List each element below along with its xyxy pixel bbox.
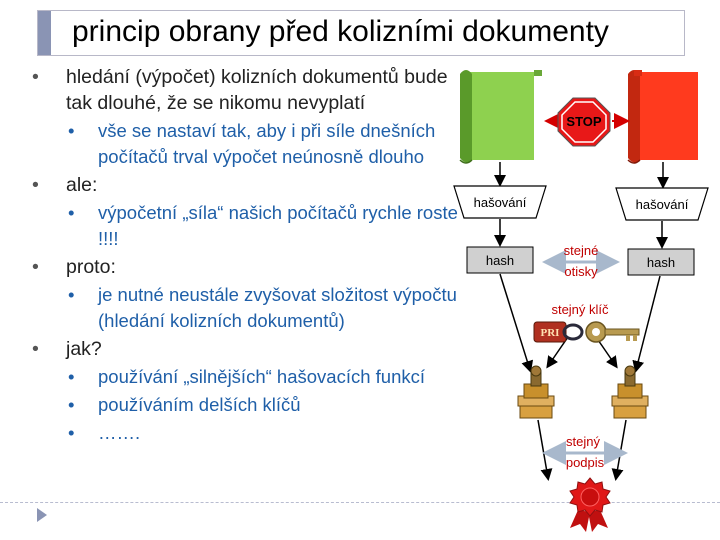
bullet-item: • proto: xyxy=(30,254,460,280)
bullet-item: • hledání (výpočet) kolizních dokumentů bude tak dlouhé, že se nikomu nevyplatí xyxy=(30,64,460,116)
same-prints-label-1: stejné xyxy=(563,243,599,258)
sub-bullet-item: • používání „silnějších“ hašovacích funkcí xyxy=(30,364,460,390)
hashing-box-left xyxy=(454,186,546,218)
wax-seal-icon xyxy=(570,478,610,532)
sub-bullet-item: • používáním delších klíčů xyxy=(30,392,460,418)
sub-bullet-item: • vše se nastaví tak, aby i při síle dnešních počítačů trval výpočet neúnosně dlouho xyxy=(30,118,460,170)
document-right-icon xyxy=(628,70,698,163)
stop-sign-text: STOP xyxy=(566,114,602,129)
bullet-item: • jak? xyxy=(30,336,460,362)
hashing-box-right xyxy=(616,188,708,220)
stamp-left-icon xyxy=(518,366,554,418)
stop-sign-icon xyxy=(558,98,610,146)
sub-bullet-item: • ……. xyxy=(30,420,460,446)
private-key-icon xyxy=(534,322,639,342)
same-signature-label-2: podpis xyxy=(565,455,605,470)
key-tag-text: PRI xyxy=(540,327,560,339)
hash-box-right xyxy=(628,249,694,275)
svg-text:hašování: hašování xyxy=(473,195,527,210)
sub-bullet-item: • výpočetní „síla“ našich počítačů rychle roste !!!! xyxy=(30,200,460,252)
svg-text:hašování: hašování xyxy=(635,197,689,212)
same-prints-label-2: otisky xyxy=(564,264,598,279)
svg-text:hash: hash xyxy=(485,253,515,268)
document-left-icon xyxy=(460,70,542,163)
sub-bullet-item: • je nutné neustále zvyšovat složitost výpočtu (hledání kolizních dokumentů) xyxy=(30,282,460,334)
bullet-item: • ale: xyxy=(30,172,460,198)
hash-box-left xyxy=(467,247,533,273)
same-signature-label-1: stejný xyxy=(566,434,600,449)
page-title: princip obrany před kolizními dokumenty xyxy=(72,15,609,48)
same-key-label: stejný klíč xyxy=(551,302,609,317)
stamp-right-icon xyxy=(612,366,648,418)
svg-text:hash: hash xyxy=(646,255,676,270)
